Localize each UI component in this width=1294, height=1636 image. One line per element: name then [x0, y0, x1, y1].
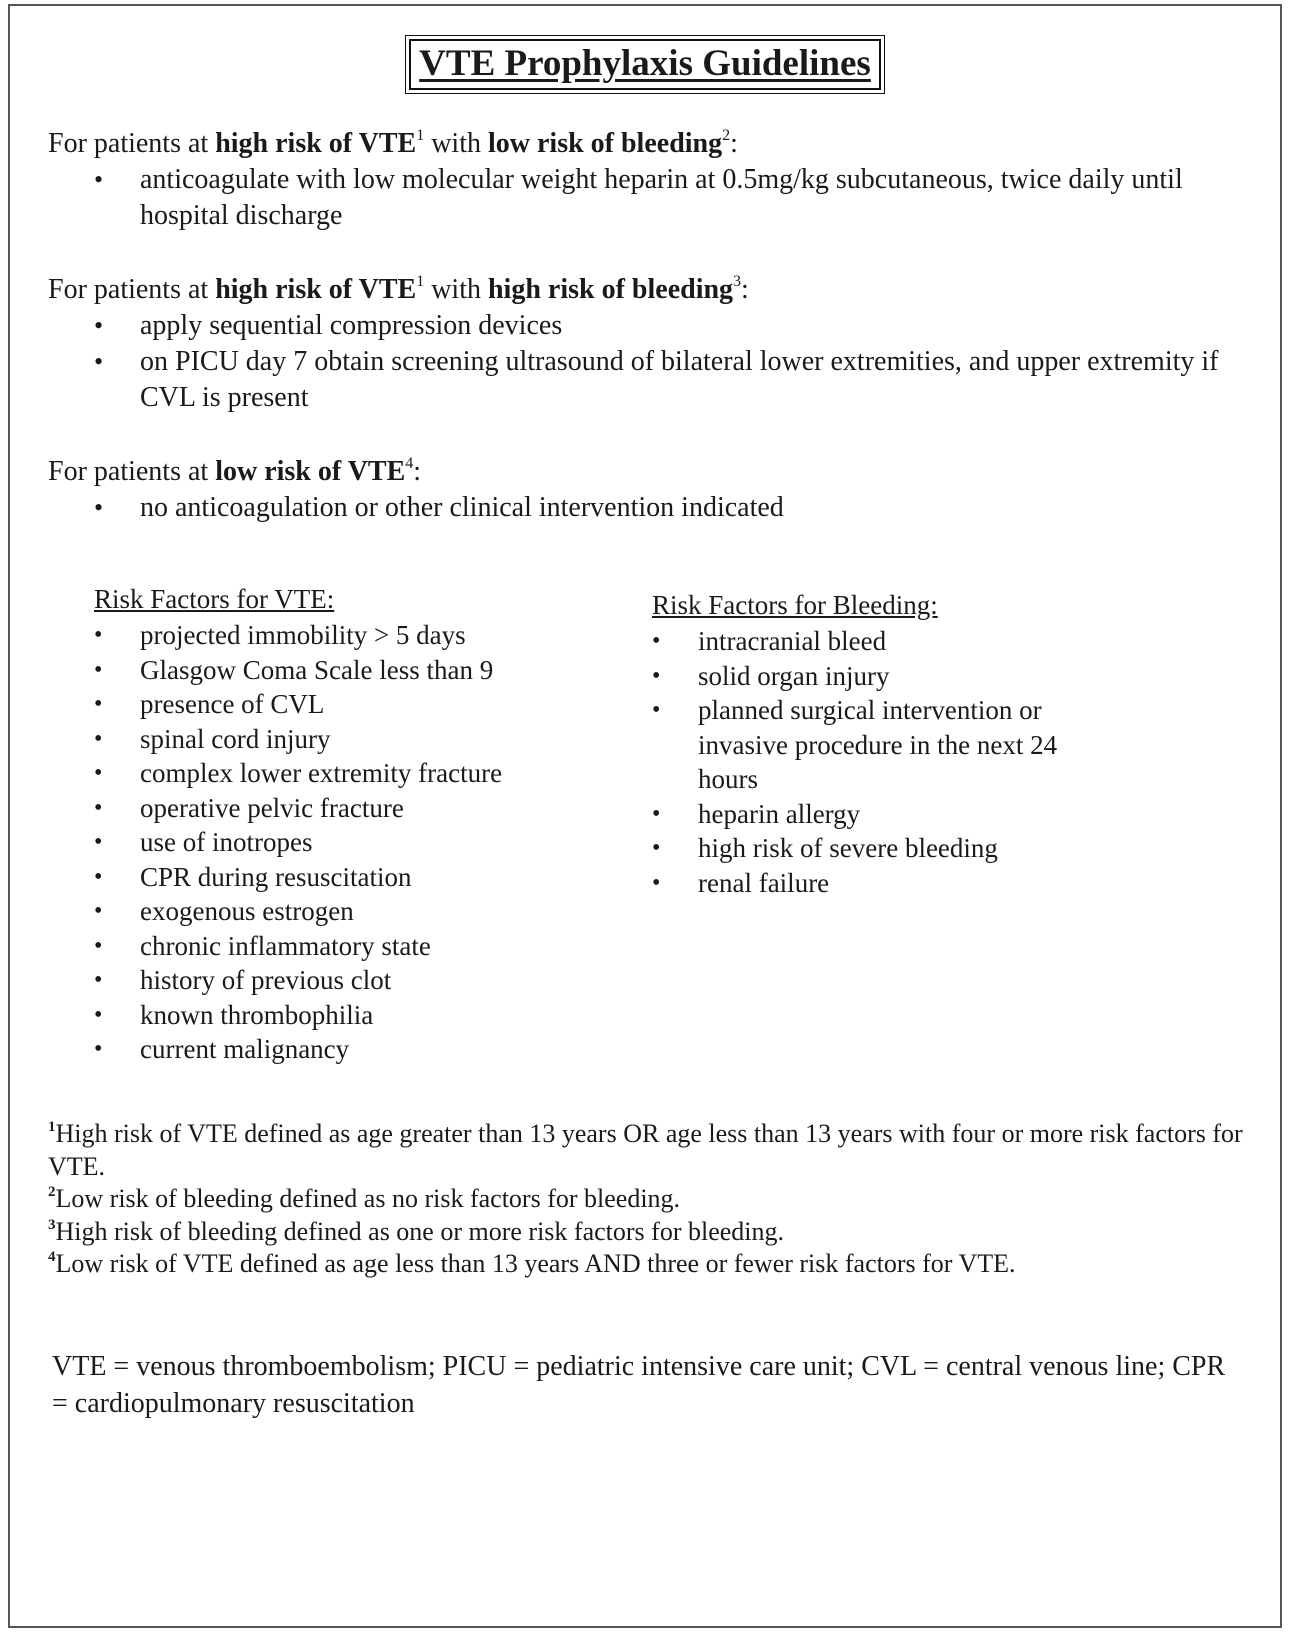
list-item: • on PICU day 7 obtain screening ultrasound of bilateral lower extremities, and upper extremity if CVL is present [48, 344, 1248, 416]
section-intro: For patients at low risk of VTE$^4$: [48, 455, 422, 487]
section-intro: For patients at high risk of VTE$^1$ with high risk of bleeding$^3$: [48, 273, 749, 305]
list-item: • complex lower extremity fracture [94, 756, 614, 791]
list-item: • history of previous clot [94, 963, 614, 998]
section-bullets [48, 490, 1248, 526]
title-wrap [10, 39, 1280, 90]
section-high-vte-high-bleeding [48, 272, 1248, 416]
list-item: • projected immobility > 5 days [94, 618, 614, 653]
footnote-text: Low risk of VTE defined as age less than 13 years AND three or fewer risk factors for VTE. [55, 1249, 1016, 1278]
vte-risk-factors [94, 582, 614, 1067]
bleeding-risk-factors-heading: Risk Factors for Bleeding: [652, 590, 938, 620]
footnote-mark: 1 [48, 1119, 56, 1135]
vte-risk-factors-list [94, 618, 614, 1067]
list-item: • heparin allergy [652, 797, 1092, 832]
list-item: • intracranial bleed [652, 624, 1092, 659]
footnote-text: Low risk of bleeding defined as no risk factors for bleeding. [55, 1184, 681, 1213]
footnote [48, 1216, 1248, 1249]
footnotes [48, 1118, 1248, 1281]
footnote-mark: 3 [48, 1216, 56, 1233]
footnote [48, 1118, 1248, 1183]
list-item: • current malignancy [94, 1032, 614, 1067]
footnote-mark: 2 [48, 1184, 56, 1200]
footnote [48, 1183, 1248, 1216]
list-item: • no anticoagulation or other clinical intervention indicated [48, 490, 1248, 526]
footnote-text: High risk of VTE defined as age greater than 13 years OR age less than 13 years with four or more risk factors for VTE. [48, 1119, 1243, 1181]
section-bullets [48, 308, 1248, 416]
section-bullets [48, 162, 1248, 234]
list-item: • Glasgow Coma Scale less than 9 [94, 653, 614, 688]
page-title: VTE Prophylaxis Guidelines [409, 39, 881, 90]
list-item: • planned surgical intervention or invasive procedure in the next 24 hours [652, 693, 1092, 797]
list-item: • use of inotropes [94, 825, 614, 860]
list-item: • operative pelvic fracture [94, 791, 614, 826]
footnote [48, 1248, 1248, 1281]
vte-risk-factors-heading: Risk Factors for VTE: [94, 584, 335, 614]
footnote-text: High risk of bleeding defined as one or more risk factors for bleeding. [55, 1216, 785, 1246]
list-item: • apply sequential compression devices [48, 308, 1248, 344]
list-item: • solid organ injury [652, 659, 1092, 694]
list-item: • anticoagulate with low molecular weight heparin at 0.5mg/kg subcutaneous, twice daily until hospital discharge [48, 162, 1248, 234]
section-low-vte [48, 454, 1248, 526]
list-item: • presence of CVL [94, 687, 614, 722]
list-item: • spinal cord injury [94, 722, 614, 757]
abbreviations: VTE = venous thromboembolism; PICU = pediatric intensive care unit; CVL = central venous line; CPR = cardiopulmonary resuscitation [52, 1351, 1226, 1419]
list-item: • chronic inflammatory state [94, 929, 614, 964]
list-item: • known thrombophilia [94, 998, 614, 1033]
list-item: • CPR during resuscitation [94, 860, 614, 895]
document-page [8, 4, 1282, 1628]
list-item: • renal failure [652, 866, 1092, 901]
section-high-vte-low-bleeding [48, 126, 1248, 234]
section-intro: For patients at high risk of VTE$^1$ with low risk of bleeding$^2$: [48, 127, 738, 159]
list-item: • high risk of severe bleeding [652, 831, 1092, 866]
footnote-mark: 4 [48, 1249, 56, 1265]
bleeding-risk-factors-list [652, 624, 1092, 900]
list-item: • exogenous estrogen [94, 894, 614, 929]
bleeding-risk-factors [652, 588, 1092, 900]
